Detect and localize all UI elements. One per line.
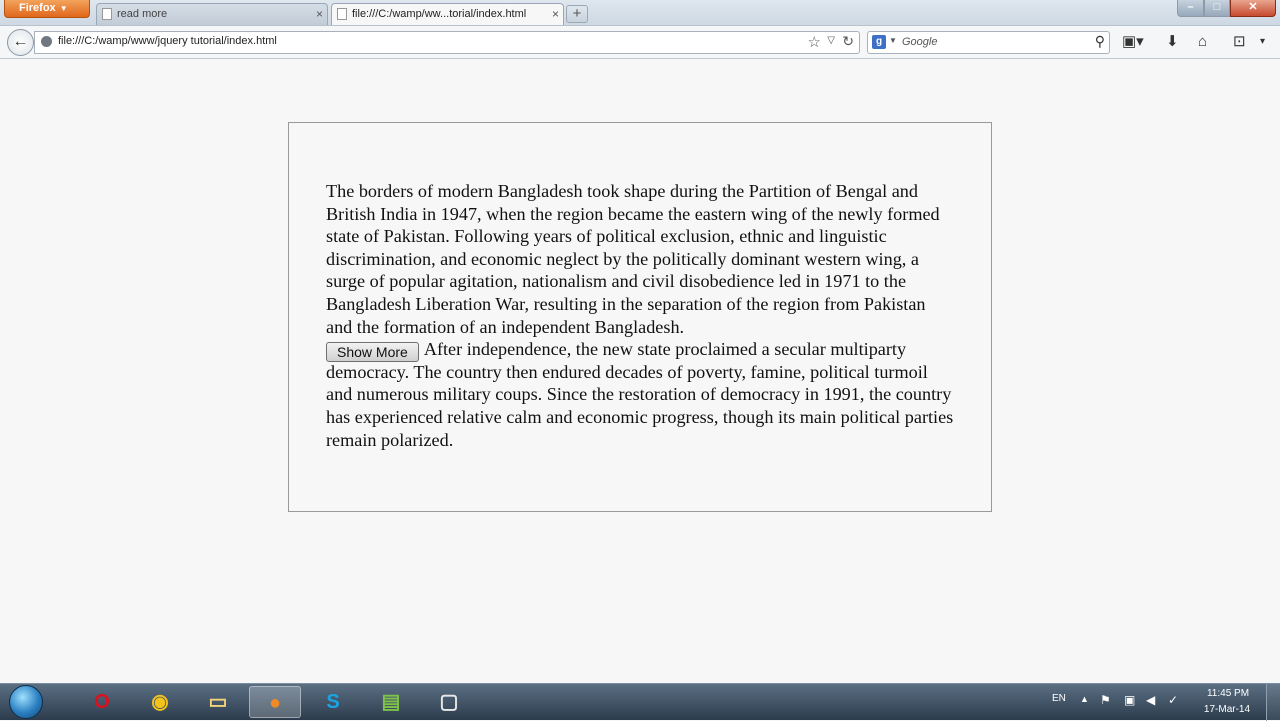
content-container bbox=[288, 122, 992, 512]
back-arrow-icon[interactable]: ← bbox=[7, 29, 34, 56]
firefox-menu-button[interactable] bbox=[4, 0, 90, 18]
show-more-button[interactable]: Show More bbox=[326, 342, 419, 362]
reload-icon[interactable]: ↻ bbox=[842, 33, 854, 49]
clock-time[interactable]: 11:45 PM bbox=[1206, 688, 1250, 699]
opera-icon[interactable]: O bbox=[94, 691, 110, 713]
new-tab-button[interactable]: + bbox=[566, 5, 588, 23]
search-bar[interactable] bbox=[867, 31, 1110, 54]
page-icon bbox=[102, 8, 112, 20]
tab-index-html[interactable] bbox=[331, 3, 564, 25]
clock-date[interactable]: 17-Mar-14 bbox=[1203, 704, 1251, 715]
skype-icon[interactable]: S bbox=[326, 691, 340, 713]
close-icon[interactable]: × bbox=[551, 7, 559, 21]
firefox-menu-label: Firefox bbox=[19, 2, 56, 14]
chrome-icon[interactable]: ◉ bbox=[151, 691, 169, 713]
speaker-icon[interactable]: ◀ bbox=[1146, 693, 1156, 707]
url-bar[interactable] bbox=[34, 31, 860, 54]
chevron-down-icon[interactable]: ▼ bbox=[889, 36, 897, 45]
show-desktop-button[interactable] bbox=[1266, 684, 1280, 721]
tab-label: read more bbox=[117, 8, 168, 20]
minimize-button[interactable]: – bbox=[1177, 0, 1204, 17]
paragraph-visible: The borders of modern Bangladesh took shape during the Partition of Bengal and British India in 1947, when the region became the eastern wing of the newly formed state of Pakistan. Following years of political exclusion, ethnic and linguistic discrimination, and economic neglect by the politically dominant western wing, a surge of popular agitation, nationalism and civil disobedience led in 1971 to the Bangladesh Liberation War, resulting in the separation of the region from Pakistan and the formation of an independent Bangladesh. bbox=[326, 181, 940, 337]
skype-tray-icon[interactable]: ✓ bbox=[1168, 693, 1179, 707]
star-icon[interactable]: ☆ bbox=[807, 34, 821, 51]
close-icon[interactable]: × bbox=[315, 7, 323, 21]
navigation-toolbar bbox=[0, 25, 1280, 59]
home-icon[interactable]: ⌂ bbox=[1198, 33, 1208, 50]
folder-icon[interactable]: ▭ bbox=[208, 691, 228, 713]
flag-icon[interactable]: ⚑ bbox=[1100, 693, 1111, 707]
search-input[interactable]: Google bbox=[902, 36, 938, 48]
magnifier-icon[interactable]: ⚲ bbox=[1094, 33, 1105, 49]
url-text[interactable]: file:///C:/wamp/www/jquery tutorial/index.html bbox=[58, 35, 277, 47]
tab-label: file:///C:/wamp/ww...torial/index.html bbox=[352, 8, 527, 20]
web-developer-icon[interactable]: ▣▾ bbox=[1122, 33, 1144, 50]
tab-strip bbox=[0, 0, 1280, 26]
tab-read-more[interactable] bbox=[96, 3, 328, 25]
paragraph-more: After independence, the new state proclaimed a secular multiparty democracy. The country then endured decades of poverty, famine, political turmoil and numerous military coups. Since the restoration of democracy in 1991, the country has experienced relative calm and economic progress, though its main political parties remain polarized. bbox=[326, 339, 954, 450]
start-button[interactable] bbox=[9, 685, 43, 719]
maximize-button[interactable]: □ bbox=[1204, 0, 1230, 17]
globe-icon bbox=[41, 36, 52, 47]
chevron-down-icon: ▼ bbox=[59, 4, 68, 13]
chevron-down-icon[interactable]: ▽ bbox=[827, 35, 835, 46]
page-icon bbox=[337, 8, 347, 20]
language-indicator[interactable]: EN bbox=[1052, 693, 1066, 704]
firefox-icon[interactable]: ● bbox=[249, 686, 301, 718]
notepad-icon[interactable]: ▤ bbox=[381, 691, 401, 713]
network-icon[interactable]: ▣ bbox=[1124, 693, 1136, 707]
google-engine-icon[interactable]: g bbox=[872, 35, 886, 49]
camtasia-icon[interactable]: ▢ bbox=[439, 691, 459, 713]
taskbar bbox=[0, 683, 1280, 720]
crop-icon[interactable]: ⊡ bbox=[1233, 33, 1246, 50]
article-text bbox=[326, 180, 956, 451]
close-window-button[interactable]: ✕ bbox=[1230, 0, 1276, 17]
download-arrow-icon[interactable]: ⬇ bbox=[1166, 33, 1179, 50]
chevron-down-icon[interactable]: ▾ bbox=[1260, 36, 1266, 47]
chevron-up-icon[interactable]: ▲ bbox=[1080, 694, 1089, 704]
